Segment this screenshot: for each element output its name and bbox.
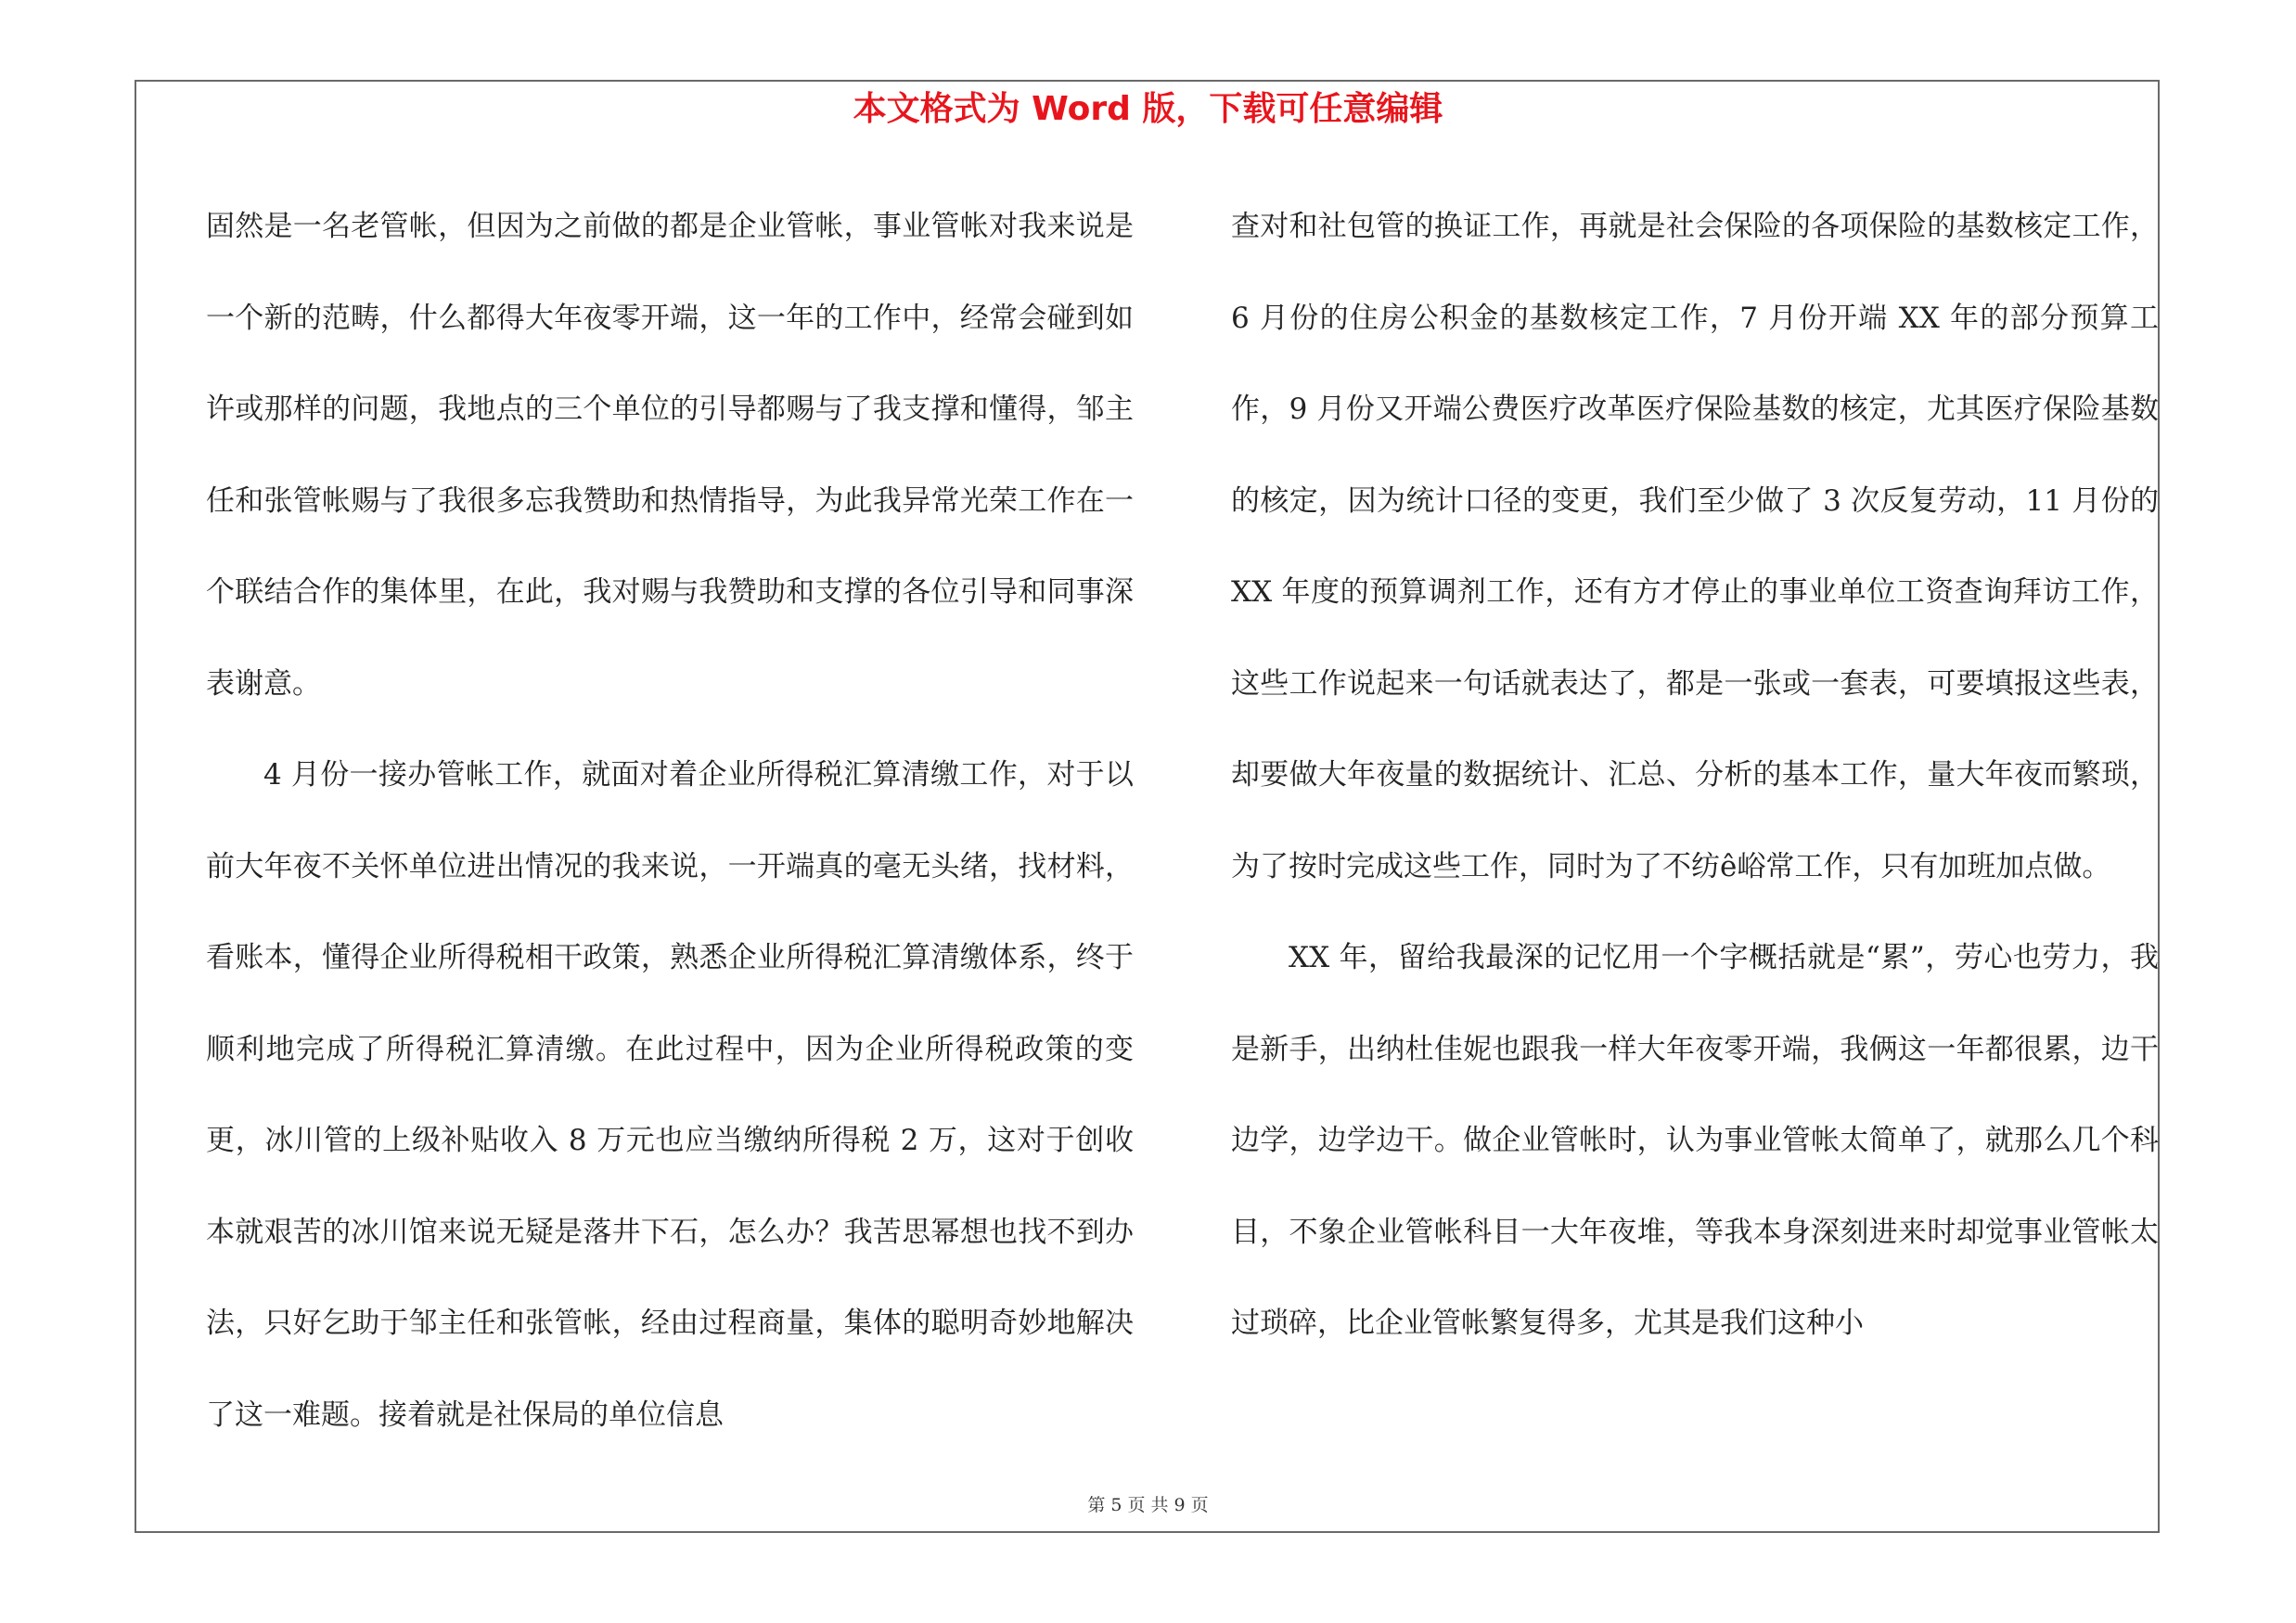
paragraph: 4 月份一接办管帐工作，就面对着企业所得税汇算清缴工作，对于以前大年夜不关怀单位进出情况的我来说，一开端真的毫无头绪，找材料，看账本，懂得企业所得税相干政策，熟悉企业所得税汇算清缴体系，终于顺利地完成了所得税汇算清缴。在此过程中，因为企业所得税政策的变更，冰川管的上级补贴收入 8 万元也应当缴纳所得税 2 万，这对于创收本就艰苦的冰川馆来说无疑是落井下石，怎么办？我苦思幂想也找不到办法，只好乞助于邹主任和张管帐，经由过程商量，集体的聪明奇妙地解决了这一难题。接着就是社保局的单位信息 bbox=[206, 758, 1134, 1432]
paragraph: 查对和社包管的换证工作，再就是社会保险的各项保险的基数核定工作，6 月份的住房公积金的基数核定工作，7 月份开端 XX 年的部分预算工作，9 月份又开端公费医疗改革医疗保险基数的核定，尤其医疗保险基数的核定，因为统计口径的变更，我们至少做了 3 次反复劳动，11 月份的 XX 年度的预算调剂工作，还有方才停止的事业单位工资查询拜访工作，这些工作说起来一句话就表达了，都是一张或一套表，可要填报这些表，却要做大年夜量的数据统计、汇总、分析的基本工作，量大年夜而繁琐，为了按时完成这些工作，同时为了不纺ê峪常工作，只有加班加点做。 bbox=[1231, 210, 2159, 883]
right-text-column bbox=[1231, 181, 2159, 1370]
paragraph: 固然是一名老管帐，但因为之前做的都是企业管帐，事业管帐对我来说是一个新的范畴，什么都得大年夜零开端，这一年的工作中，经常会碰到如许或那样的问题，我地点的三个单位的引导都赐与了我支撑和懂得，邹主任和张管帐赐与了我很多忘我赞助和热情指导，为此我异常光荣工作在一个联结合作的集体里，在此，我对赐与我赞助和支撑的各位引导和同事深表谢意。 bbox=[206, 210, 1134, 701]
word-format-banner: 本文格式为 Word 版，下载可任意编辑 bbox=[853, 90, 1443, 128]
left-text-column bbox=[206, 181, 1134, 1461]
paragraph: XX 年，留给我最深的记忆用一个字概括就是“累”，劳心也劳力，我是新手，出纳杜佳妮也跟我一样大年夜零开端，我俩这一年都很累，边干边学，边学边干。做企业管帐时，认为事业管帐太简单了，就那么几个科目，不象企业管帐科目一大年夜堆，等我本身深刻进来时却觉事业管帐太过琐碎，比企业管帐繁复得多，尤其是我们这种小 bbox=[1231, 941, 2159, 1340]
page-number-footer: 第 5 页 共 9 页 bbox=[1087, 1495, 1209, 1515]
